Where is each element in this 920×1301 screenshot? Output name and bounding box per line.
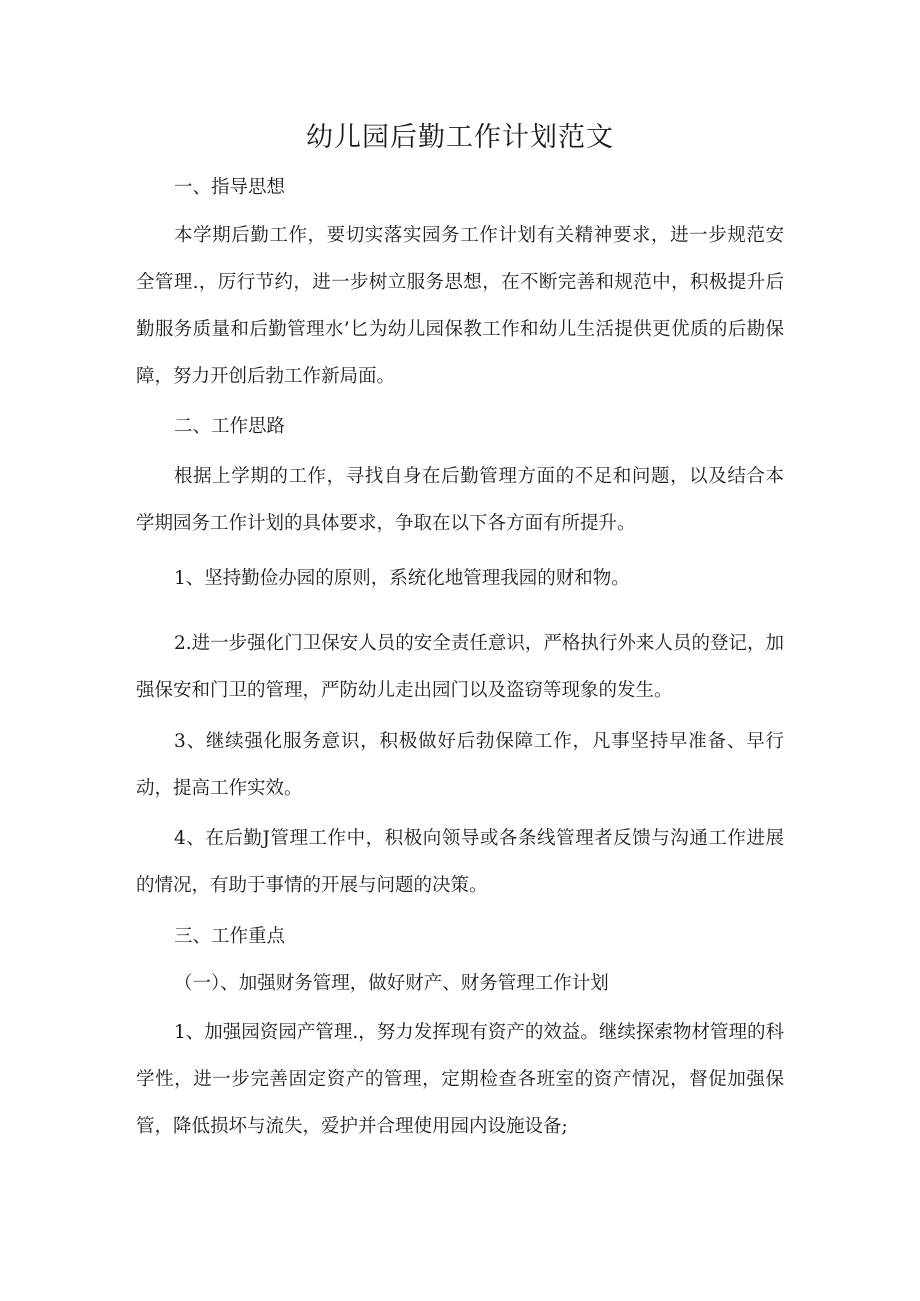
list-item-2: 2.进一步强化门卫保安人员的安全责任意识，严格执行外来人员的登记，加强保安和门卫的管理，严防幼儿走出园门以及盗窃等现象的发生。 <box>136 633 784 701</box>
paragraph-work-approach: 根据上学期的工作，寻找自身在后勤管理方面的不足和问题，以及结合本学期园务工作计划的具体要求，争取在以下各方面有所提升。 <box>136 466 784 534</box>
subsection-heading-finance: （一）、加强财务管理，做好财产、财务管理工作计划 <box>174 973 609 994</box>
list-item-3: 3、继续强化服务意识，积极做好后勃保障工作，凡事坚持早准备、早行动，提高工作实效。 <box>136 731 784 799</box>
list-item-4: 4、在后勤J管理工作中，积极向领导或各条线管理者反馈与沟通工作进展的情况，有助于事情的开展与问题的决策。 <box>136 828 784 896</box>
section-heading-guiding-thought: 一、指导思想 <box>174 177 286 198</box>
paragraph-guiding-thought: 本学期后勤工作，要切实落实园务工作计划有关精神要求，进一步规范安全管理.，厉行节约，进一步树立服务思想，在不断完善和规范中，积极提升后勤服务质量和后勤管理水’匕为幼儿园保教工作和幼儿生活提供更优质的后勘保障，努力开创后勃工作新局面。 <box>136 225 784 387</box>
document-title: 幼儿园后勤工作计划范文 <box>306 122 614 153</box>
section-heading-work-focus: 三、工作重点 <box>174 926 286 947</box>
paragraph-asset-management: 1、加强园资园产管理.，努力发挥现有资产的效益。继续探索物材管理的科学性，进一步完善固定资产的管理，定期检查各班室的资产情况，督促加强保管，降低损坏与流失，爱护并合理使用园内设施设备; <box>136 1022 784 1137</box>
list-item-1: 1、坚持勤俭办园的原则，系统化地管理我园的财和物。 <box>174 568 630 589</box>
section-heading-work-approach: 二、工作思路 <box>174 416 286 437</box>
